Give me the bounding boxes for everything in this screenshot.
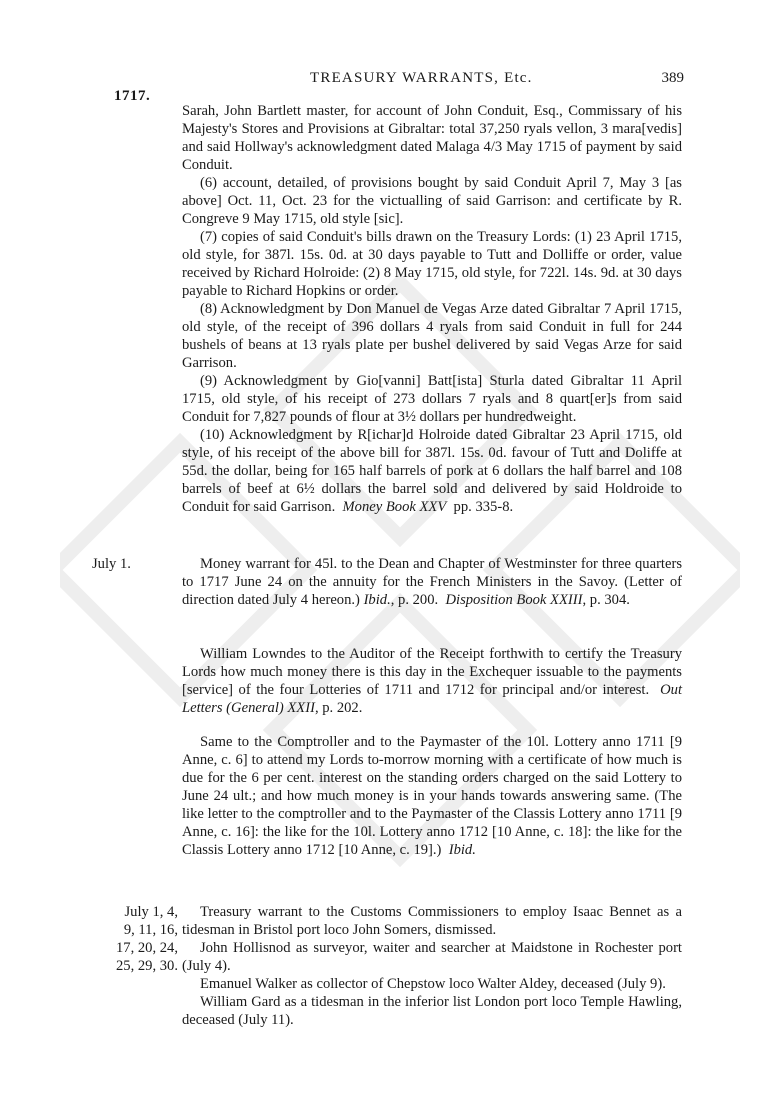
paragraph [182,300,682,372]
entry-dates [88,903,178,975]
date-line: 17, 20, 24, [115,940,178,956]
paragraph [182,426,682,516]
source-reference: Disposition Book XXIII [445,592,583,608]
source-pages: , p. 202. [314,700,363,716]
date-line: 25, 29, 30. [115,958,178,974]
paragraph [182,903,682,939]
paragraph-text: (8) Acknowledgment by Don Manuel de Vegas Arze dated Gibraltar 7 April 1715, old style, of the receipt of 396 dollars 4 ryals from said Conduit in full for 244 bushels of beans at 13 ryals plate per bushel delivered by said Vegas Arze for said Garrison. [182,301,682,371]
paragraph-text: Money warrant for 45l. to the Dean and Chapter of Westminster for three quarters to 1717 June 24 on the annuity for the French Ministers in the Savoy. (Letter of direction dated July 4 hereon.) [182,556,682,608]
paragraph-text: (10) Acknowledgment by R[ichar]d Holroide dated Gibraltar 23 April 1715, old style, of his receipt of the above bill for 387l. 15s. 0d. favour of Tutt and Doliffe at 55d. the dollar, being for 165 half barrels of pork at 6 dollars the half barrel and 108 barrels of beef at 6½ dollars the barrel sold and delivered by said Holdroide to Conduit for said Garrison. [182,427,682,515]
entry-customs-warrants [182,903,682,1029]
source-reference: Ibid. [363,592,391,608]
paragraph [182,372,682,426]
source-pages: , p. 200. [390,592,439,608]
paragraph [182,174,682,228]
paragraph-text: Emanuel Walker as collector of Chepstow loco Walter Aldey, deceased (July 9). [200,976,666,992]
source-pages: pp. 335-8. [453,499,514,515]
paragraph [182,939,682,975]
running-head: TREASURY WARRANTS, Etc. [310,70,533,86]
paragraph-text: (9) Acknowledgment by Gio[vanni] Batt[ista] Sturla dated Gibraltar 11 April 1715, old style, of his receipt of 273 dollars 7 ryals and 8 quart[er]s from said Conduit for 7,827 pounds of flour at 3½ dollars per hundredweight. [182,373,682,425]
paragraph-text: Same to the Comptroller and to the Paymaster of the 10l. Lottery anno 1711 [9 Anne, c. 6] to attend my Lords to-morrow morning with a certificate of how much is due for the 6 per cent. interest on the standing orders charged on the said Lottery to June 24 ult.; and how much money is in your hands towards answering same. (The like letter to the comptroller and to the Paymaster of the Classis Lottery anno 1711 [9 Anne, c. 16]: the like for the 10l. Lottery anno 1712 [10 Anne, c. 18]: the like for the Classis Lottery anno 1712 [10 Anne, c. 19].) [182,734,682,858]
source-reference: Out Letters (General) XXII [182,682,683,716]
entry-date: July 1. [92,556,131,572]
entry-same-comptroller [182,733,682,859]
source-pages: , p. 304. [582,592,630,608]
paragraph [182,733,682,859]
year-marker: 1717. [114,88,151,104]
paragraph-text: William Gard as a tidesman in the inferior list London port loco Temple Hawling, deceased (July 11). [182,994,682,1028]
paragraph [182,102,682,174]
entry-july-1 [182,555,682,609]
paragraph-text: John Hollisnod as surveyor, waiter and searcher at Maidstone in Rochester port (July 4). [182,940,682,974]
paragraph [182,555,682,609]
date-line: 9, 11, 16, [123,922,178,938]
source-reference: Ibid. [448,842,476,858]
paragraph [182,645,682,717]
paragraph-text: Sarah, John Bartlett master, for account of John Conduit, Esq., Commissary of his Majesty's Stores and Provisions at Gibraltar: total 37,250 ryals vellon, 3 mara[vedis] and said Hollway's acknowledgment dated Malaga 4/3 May 1715 of payment by said Conduit. [182,103,682,173]
paragraph-text: (7) copies of said Conduit's bills drawn on the Treasury Lords: (1) 23 April 1715, old style, for 387l. 15s. 0d. at 30 days payable to Tutt and Dolliffe or order, value received by Richard Holroide: (2) 8 May 1715, old style, for 722l. 14s. 9d. at 30 days payable to Richard Hopkins or order. [182,229,682,299]
paragraph [182,993,682,1029]
text-block-continuation [182,102,682,516]
source-reference: Money Book XXV [342,499,447,515]
page-number: 389 [661,70,684,86]
paragraph [182,228,682,300]
paragraph [182,975,682,993]
paragraph-text: William Lowndes to the Auditor of the Receipt forthwith to certify the Treasury Lords how much money there is this day in the Exchequer issuable to the payments [service] of the four Lotteries of 1711 and 1712 for principal and/or interest. [182,646,682,698]
paragraph-text: (6) account, detailed, of provisions bought by said Conduit April 7, May 3 [as above] Oct. 11, Oct. 23 for the victualling of said Garrison: and certificate by R. Congreve 9 May 1715, old style [sic]. [182,175,682,227]
entry-lowndes [182,645,682,717]
paragraph-text: Treasury warrant to the Customs Commissioners to employ Isaac Bennet as a tidesman in Bristol port loco John Somers, dismissed. [182,904,682,938]
date-line: July 1, 4, [124,904,178,920]
